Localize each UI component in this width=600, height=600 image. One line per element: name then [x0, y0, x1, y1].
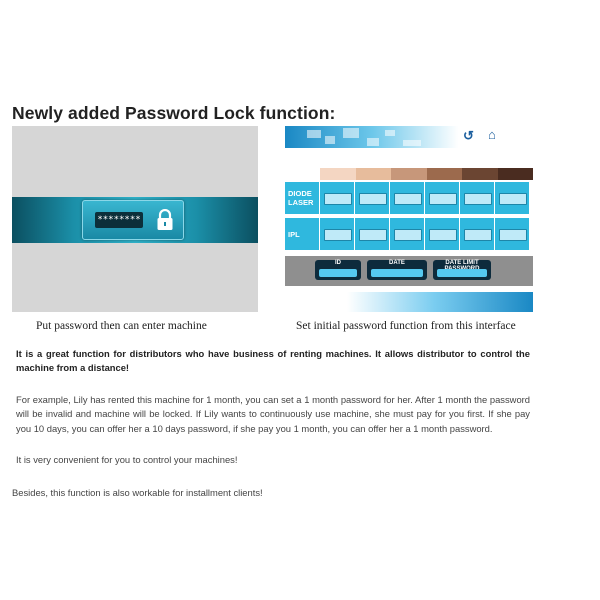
- section-heading: Newly added Password Lock function:: [12, 103, 336, 123]
- setting-cell[interactable]: [390, 218, 424, 250]
- swatch: [356, 168, 391, 180]
- password-box: [82, 200, 184, 240]
- date-limit-password-button[interactable]: DATE LIMIT: [433, 260, 491, 280]
- besides-text: Besides, this function is also workable for installment clients!: [12, 487, 263, 498]
- setting-cell[interactable]: [355, 182, 389, 214]
- setting-cell[interactable]: [495, 182, 529, 214]
- id-button[interactable]: ID: [315, 260, 361, 280]
- row-diode-laser: [285, 182, 533, 214]
- setting-cell[interactable]: [425, 218, 459, 250]
- setting-cell[interactable]: [390, 182, 424, 214]
- swatch: [498, 168, 533, 180]
- setting-cell[interactable]: [495, 218, 529, 250]
- password-band: [12, 197, 258, 243]
- example-paragraph: For example, Lily has rented this machine for 1 month, you can set a 1 month password for her. After 1 month the password will be invalid and machine will be locked. If Lily wants to continuously use machine, she must pay for you first. If she pay you 10 days, you can offer her a 10 days password, if she pay you 1 month, you can offer her a 1 month password.: [16, 394, 530, 434]
- password-field[interactable]: ********: [95, 212, 143, 228]
- lock-icon[interactable]: [156, 209, 174, 231]
- row-label: IPL: [285, 218, 319, 250]
- back-icon[interactable]: ↺: [463, 128, 474, 143]
- intro-paragraph: It is a great function for distributors who have business of renting machines. It allows distributor to control the machine from a distance!: [16, 348, 530, 374]
- password-settings-screenshot: [285, 126, 533, 312]
- password-controls: [285, 256, 533, 286]
- convenient-text: It is very convenient for you to control your machines!: [16, 454, 238, 465]
- date-button[interactable]: DATE: [367, 260, 427, 280]
- swatch: [462, 168, 497, 180]
- setting-cell[interactable]: [320, 182, 354, 214]
- row-label: DIODE LASER: [285, 182, 319, 214]
- swatch: [285, 168, 320, 180]
- color-swatches: [285, 168, 533, 180]
- row-ipl: [285, 218, 533, 250]
- setting-cell[interactable]: [460, 182, 494, 214]
- setting-cell[interactable]: [320, 218, 354, 250]
- decorative-footer: [285, 292, 533, 312]
- swatch: [427, 168, 462, 180]
- setting-cell[interactable]: [425, 182, 459, 214]
- home-icon[interactable]: ⌂: [488, 127, 496, 142]
- setting-cell[interactable]: [460, 218, 494, 250]
- password-entry-screenshot: [12, 126, 258, 312]
- swatch: [320, 168, 355, 180]
- left-caption: Put password then can enter machine: [36, 320, 207, 332]
- settings-grid: [285, 182, 533, 250]
- right-caption: Set initial password function from this interface: [296, 320, 516, 332]
- setting-cell[interactable]: [355, 218, 389, 250]
- swatch: [391, 168, 426, 180]
